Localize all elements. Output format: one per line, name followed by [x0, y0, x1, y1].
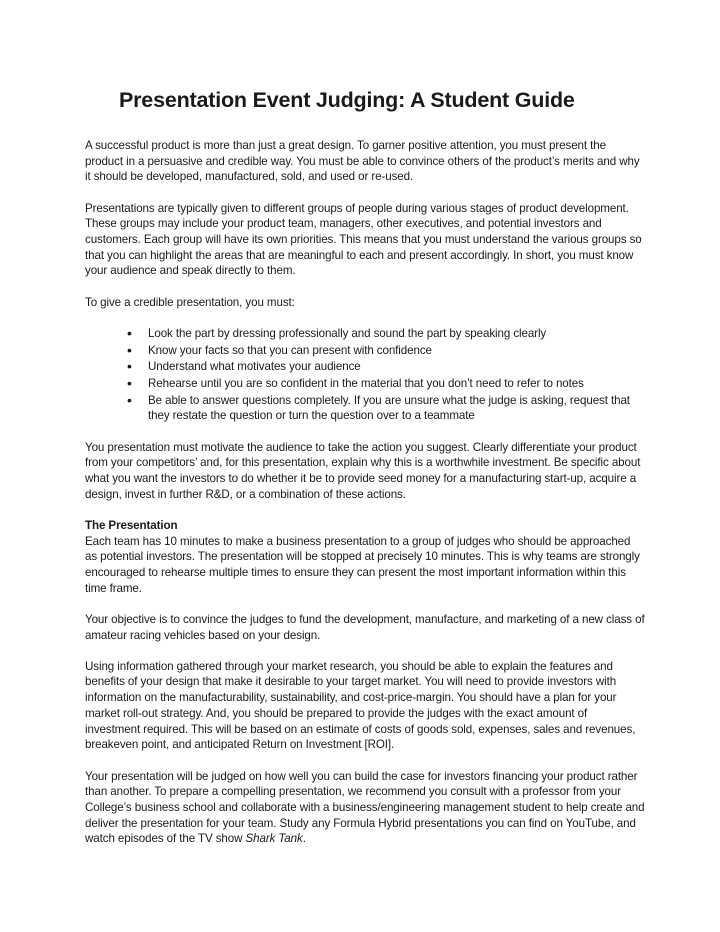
tv-show-title: Shark Tank	[245, 832, 303, 846]
document-page	[85, 84, 645, 863]
section-heading: The Presentation	[85, 518, 178, 532]
credible-lead-paragraph: To give a credible presentation, you must:	[85, 295, 295, 309]
motivate-paragraph: You presentation must motivate the audience to take the action you suggest. Clearly differentiate your product from your competitors’ and, for this presentation, explain why this is a worthwhile investment. Be specific about what you want the investors to do whether it be to provide seed money for a manufacturing start-up, acquire a design, invest in further R&D, or a combination of these actions.	[85, 440, 641, 501]
judged-end: .	[302, 832, 306, 846]
objective-paragraph: Your objective is to convince the judges to fund the development, manufacture, and marketing of a new class of amateur racing vehicles based on your design.	[85, 612, 645, 642]
document-title: Presentation Event Judging: A Student Guide	[119, 88, 575, 112]
list-item: • Understand what motivates your audience	[148, 359, 645, 375]
list-item: • Look the part by dressing professionally and sound the part by speaking clearly	[148, 326, 645, 342]
list-item: • Know your facts so that you can present with confidence	[148, 343, 645, 359]
intro-paragraph: A successful product is more than just a great design. To garner positive attention, you must present the product in a persuasive and credible way. You must be able to convince others of the product’s merits and why it should be developed, manufactured, sold, and used or re-used.	[85, 139, 640, 184]
section-body: Each team has 10 minutes to make a business presentation to a group of judges who should be approached as potential investors. The presentation will be stopped at precisely 10 minutes. This is why teams are strongly encouraged to rehearse multiple times to ensure they can present the most important information within this time frame.	[85, 534, 640, 595]
judged-text: Your presentation will be judged on how well you can build the case for investors financing your product rather than another. To prepare a compelling presentation, we recommend you consult with a professor from your College’s business school and collaborate with a business/engineering management student to help create and deliver the presentation for your team. Study any Formula Hybrid presentations you can find on YouTube, and watch episodes of the TV show	[85, 769, 645, 846]
groups-paragraph: Presentations are typically given to different groups of people during various stages of product development. These groups may include your product team, managers, other executives, and potential investors and customers. Each group will have its own priorities. This means that you must understand the various groups so that you can highlight the areas that are meaningful to each and present accordingly. In short, you must know your audience and speak directly to them.	[85, 201, 642, 278]
list-item: • Rehearse until you are so confident in the material that you don’t need to refer to notes	[148, 376, 645, 392]
credible-presentation-list	[85, 326, 645, 424]
list-item: • Be able to answer questions completely. If you are unsure what the judge is asking, request that they restate the question or turn the question over to a teammate	[148, 393, 645, 424]
research-paragraph: Using information gathered through your market research, you should be able to explain the features and benefits of your design that make it desirable to your target market. You will need to provide investors with information on the manufacturability, sustainability, and cost-price-margin. You should have a plan for your market roll-out strategy. And, you should be prepared to provide the judges with the exact amount of investment required. This will be based on an estimate of costs of goods sold, expenses, sales and revenues, breakeven point, and anticipated Return on Investment [ROI].	[85, 659, 636, 752]
judged-paragraph	[85, 769, 645, 848]
presentation-section	[85, 518, 645, 597]
